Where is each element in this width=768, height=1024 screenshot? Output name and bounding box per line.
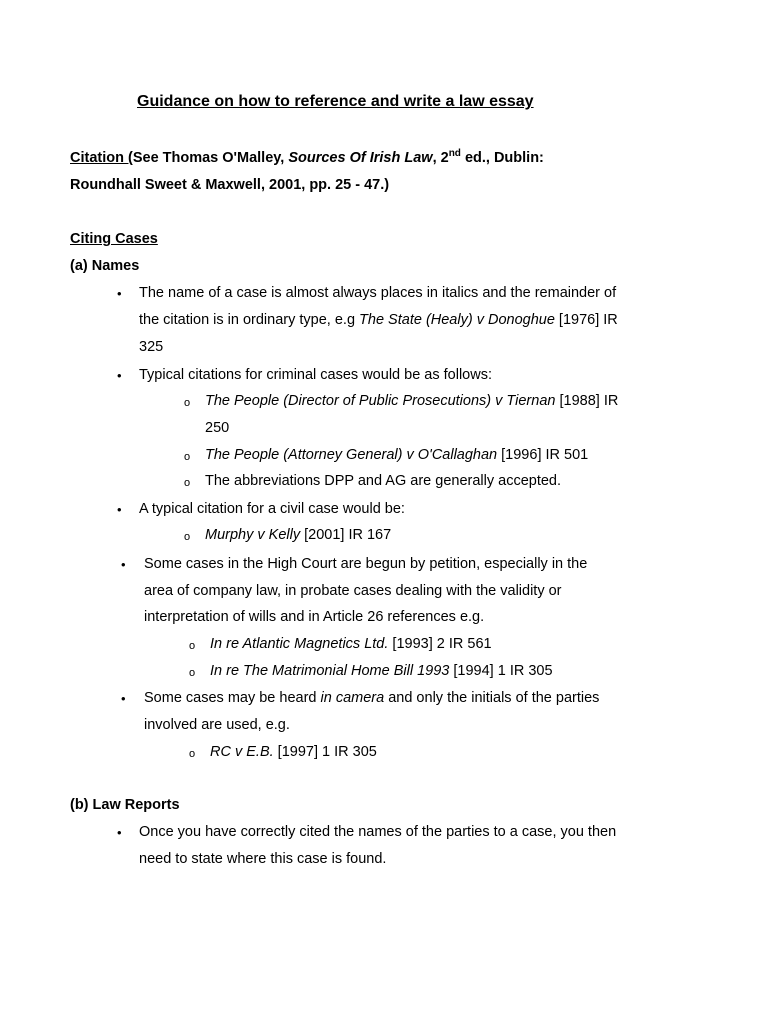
sub-bullet-7-text: RC v E.B. [1997] 1 IR 305 [210,744,377,760]
sub-bullet-icon: o [189,667,196,679]
bullet-1-line-2: the citation is in ordinary type, e.g The State (Healy) v Donoghue [1976] IR [139,312,618,328]
sub-bullet-icon: o [184,451,191,463]
bullet-4-line-2: area of company law, in probate cases dealing with the validity or [144,583,562,599]
sub-bullet-icon: o [184,531,191,543]
case-name: The State (Healy) v Donoghue [359,312,555,328]
bullet-4-line-3: interpretation of wills and in Article 26 references e.g. [144,609,485,625]
bullet-5-line-1: Some cases may be heard in camera and only the initials of the parties [144,690,600,706]
case-name: The People (Director of Public Prosecutions) v Tiernan [205,393,556,409]
sub-bullet-1-line-2: 250 [205,420,230,436]
bullet-2-text: Typical citations for criminal cases would be as follows: [139,367,492,383]
sub-bullet-5-text: In re Atlantic Magnetics Ltd. [1993] 2 IR 561 [210,636,492,652]
bullet-5-line-2: involved are used, e.g. [144,717,290,733]
case-name: In re The Matrimonial Home Bill 1993 [210,663,450,679]
citation-line-1: Citation (See Thomas O'Malley, Sources Of Irish Law, 2nd ed., Dublin: [70,148,544,166]
sub-bullet-3-text: The abbreviations DPP and AG are generally accepted. [205,473,562,489]
bullet-icon: • [121,691,126,706]
citing-cases-heading: Citing Cases [70,231,158,247]
names-heading: (a) Names [70,258,140,274]
bullet-icon: • [117,368,122,383]
law-reports-bullet-line-1: Once you have correctly cited the names of the parties to a case, you then [139,824,617,840]
citation-line-2: Roundhall Sweet & Maxwell, 2001, pp. 25 - 47.) [70,177,390,193]
law-reports-heading: (b) Law Reports [70,797,180,813]
case-name: In re Atlantic Magnetics Ltd. [210,636,389,652]
case-name: The People (Attorney General) v O'Callaghan [205,447,498,463]
bullet-4-line-1: Some cases in the High Court are begun by petition, especially in the [144,556,588,572]
bullet-icon: • [117,286,122,301]
sub-bullet-icon: o [184,397,191,409]
sub-bullet-icon: o [189,748,196,760]
sub-bullet-2-text: The People (Attorney General) v O'Callaghan [1996] IR 501 [205,447,589,463]
bullet-icon: • [117,825,122,840]
sub-bullet-6-text: In re The Matrimonial Home Bill 1993 [1994] 1 IR 305 [210,663,553,679]
case-name: RC v E.B. [210,744,274,760]
book-title: Sources Of Irish Law [288,150,433,166]
bullet-1-line-1: The name of a case is almost always places in italics and the remainder of [139,285,617,301]
case-name: Murphy v Kelly [205,527,301,543]
sub-bullet-4-text: Murphy v Kelly [2001] IR 167 [205,527,392,543]
citation-label: Citation ( [70,150,133,166]
document-title: Guidance on how to reference and write a law essay [137,93,534,110]
bullet-1-line-3: 325 [139,339,164,355]
bullet-icon: • [121,557,126,572]
sub-bullet-1-line-1: The People (Director of Public Prosecutions) v Tiernan [1988] IR [205,393,619,409]
sub-bullet-icon: o [184,477,191,489]
bullet-icon: • [117,502,122,517]
bullet-3-text: A typical citation for a civil case would be: [139,501,405,517]
law-reports-bullet-line-2: need to state where this case is found. [139,851,387,867]
sub-bullet-icon: o [189,640,196,652]
